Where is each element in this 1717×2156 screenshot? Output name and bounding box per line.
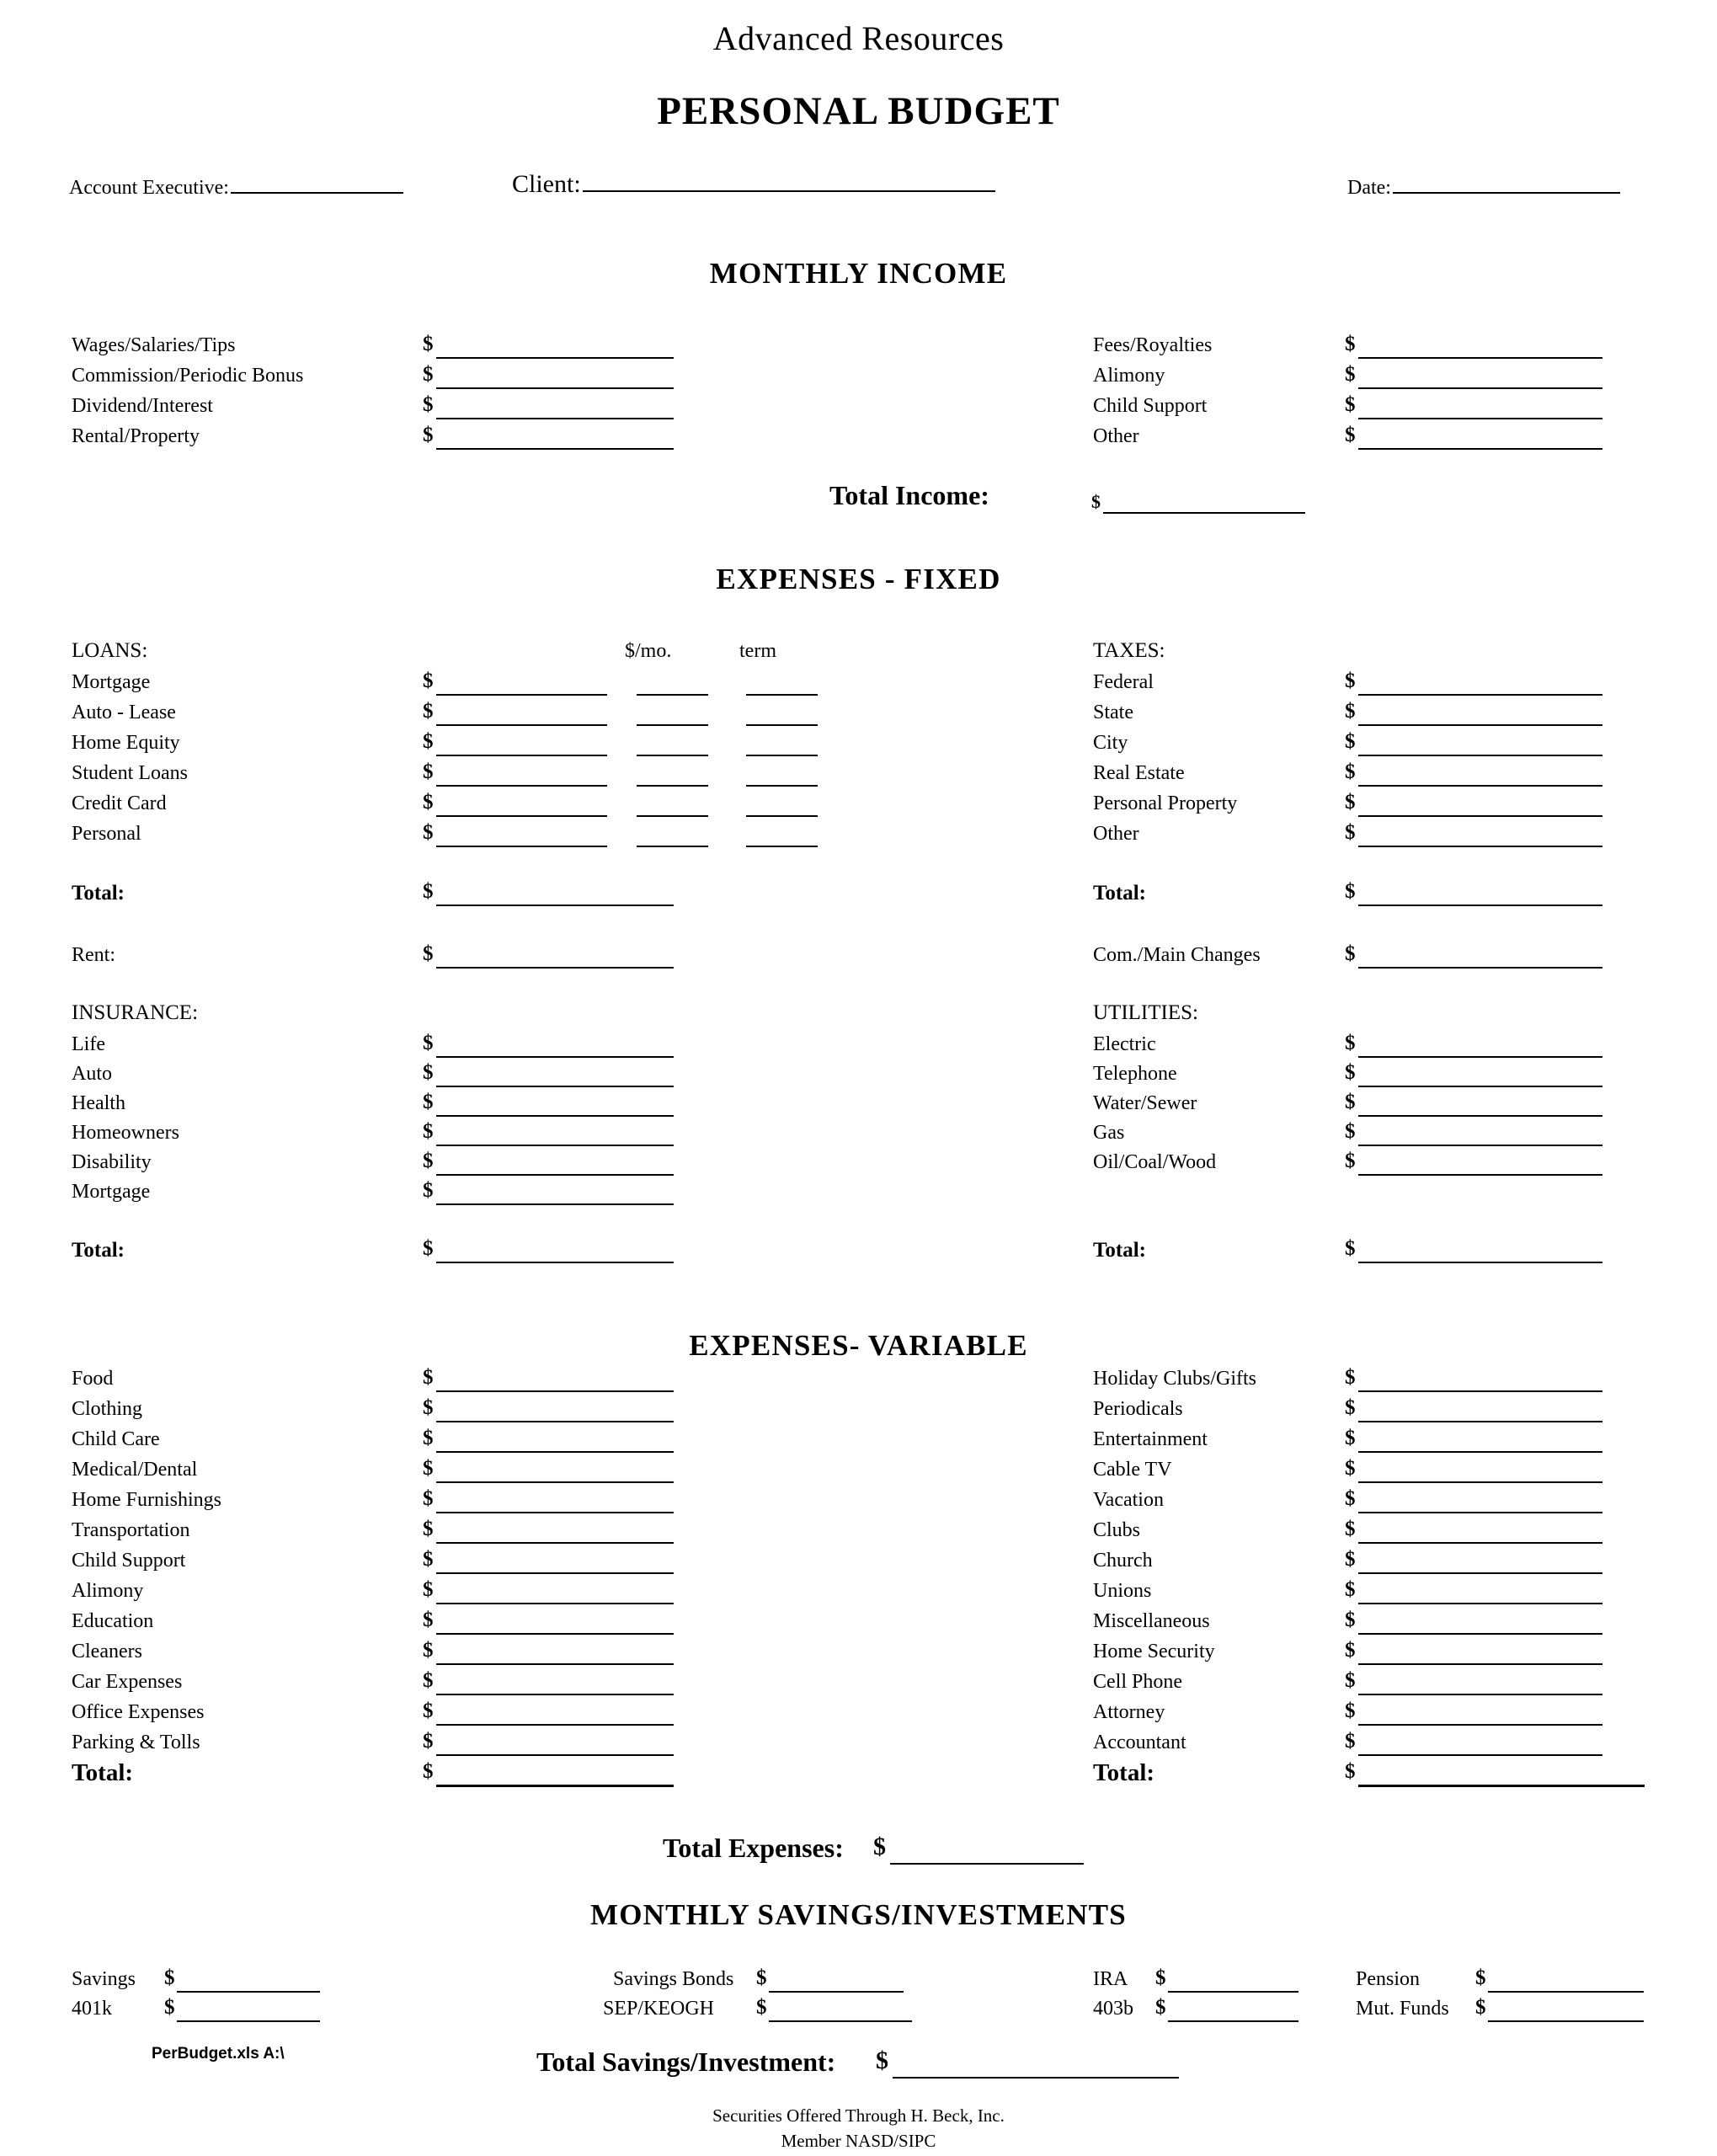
savings-input-rule[interactable]: [769, 1991, 904, 1993]
income-right-input-rule[interactable]: [1358, 357, 1602, 359]
currency-symbol: $: [1345, 1669, 1356, 1692]
tax-item-label: Personal Property: [1093, 792, 1238, 814]
variable-right-input-rule[interactable]: [1358, 1481, 1602, 1483]
income-right-input-rule[interactable]: [1358, 387, 1602, 389]
savings-input-rule[interactable]: [769, 2020, 912, 2022]
currency-symbol: $: [1345, 1760, 1356, 1783]
currency-symbol: $: [423, 1457, 434, 1480]
income-left-label: Wages/Salaries/Tips: [72, 334, 236, 356]
column-header-term: term: [739, 640, 776, 662]
insurance-total-label: Total:: [72, 1239, 125, 1262]
rent-input-rule[interactable]: [436, 967, 674, 969]
currency-symbol: $: [164, 1996, 175, 2019]
date-field[interactable]: [1347, 177, 1620, 200]
savings-input-rule[interactable]: [1168, 2020, 1298, 2022]
variable-left-input-rule[interactable]: [436, 1421, 674, 1422]
client-field[interactable]: [512, 170, 995, 199]
income-left-input-rule[interactable]: [436, 418, 674, 419]
organization-name: Advanced Resources: [712, 19, 1005, 57]
currency-symbol: $: [423, 760, 434, 783]
utility-item-label: Oil/Coal/Wood: [1093, 1151, 1217, 1173]
com-main-changes-input-rule[interactable]: [1358, 967, 1602, 969]
variable-left-input-rule[interactable]: [436, 1694, 674, 1695]
currency-symbol: $: [423, 1032, 434, 1054]
utility-input-rule[interactable]: [1358, 1086, 1602, 1087]
currency-symbol: $: [423, 700, 434, 723]
loans-total-input-rule[interactable]: [436, 905, 674, 906]
currency-symbol: $: [873, 1833, 886, 1860]
utilities-total-input-rule[interactable]: [1358, 1262, 1602, 1263]
currency-symbol: $: [423, 821, 434, 844]
insurance-item-label: Homeowners: [72, 1122, 179, 1144]
income-left-input-rule[interactable]: [436, 357, 674, 359]
currency-symbol: $: [1345, 1548, 1356, 1571]
currency-symbol: $: [1345, 1120, 1356, 1143]
utility-item-label: Electric: [1093, 1033, 1156, 1055]
loan-amount-input-rule[interactable]: [436, 846, 607, 847]
currency-symbol: $: [423, 1578, 434, 1601]
currency-symbol: $: [423, 1518, 434, 1540]
currency-symbol: $: [1345, 393, 1356, 416]
variable-left-label: Car Expenses: [72, 1671, 183, 1693]
taxes-total-label: Total:: [1093, 882, 1146, 905]
currency-symbol: $: [1091, 491, 1101, 512]
variable-left-label: Child Care: [72, 1428, 160, 1450]
currency-symbol: $: [423, 1150, 434, 1172]
currency-symbol: $: [423, 1760, 434, 1783]
variable-left-label: Office Expenses: [72, 1701, 205, 1723]
currency-symbol: $: [1345, 942, 1356, 965]
currency-symbol: $: [423, 1237, 434, 1260]
loan-item-label: Auto - Lease: [72, 702, 176, 723]
savings-label: Savings: [72, 1968, 136, 1990]
currency-symbol: $: [423, 363, 434, 386]
currency-symbol: $: [423, 880, 434, 903]
variable-left-total-label: Total:: [72, 1759, 134, 1786]
currency-symbol: $: [423, 1548, 434, 1571]
disclaimer-line-2: Member NASD/SIPC: [781, 2131, 936, 2151]
rent-label: Rent:: [72, 944, 115, 966]
utility-input-rule[interactable]: [1358, 1174, 1602, 1176]
loan-amount-input-rule[interactable]: [436, 724, 607, 726]
currency-symbol: $: [423, 1609, 434, 1631]
currency-symbol: $: [1345, 760, 1356, 783]
variable-left-label: Alimony: [72, 1580, 144, 1602]
currency-symbol: $: [423, 1427, 434, 1449]
income-left-label: Rental/Property: [72, 425, 200, 447]
currency-symbol: $: [876, 2047, 888, 2074]
income-left-label: Commission/Periodic Bonus: [72, 365, 304, 387]
monthly-savings-heading: MONTHLY SAVINGS/INVESTMENTS: [590, 1898, 1127, 1931]
variable-left-label: Cleaners: [72, 1641, 142, 1662]
variable-right-input-rule[interactable]: [1358, 1451, 1602, 1453]
insurance-input-rule[interactable]: [436, 1086, 674, 1087]
tax-item-label: City: [1093, 732, 1128, 754]
insurance-input-rule[interactable]: [436, 1145, 674, 1146]
savings-label: IRA: [1093, 1968, 1128, 1990]
insurance-item-label: Health: [72, 1092, 125, 1114]
variable-left-label: Food: [72, 1368, 114, 1390]
tax-item-label: Federal: [1093, 671, 1154, 693]
loan-permonth-input-rule[interactable]: [637, 724, 708, 726]
savings-input-rule[interactable]: [1488, 2020, 1644, 2022]
variable-left-input-rule[interactable]: [436, 1754, 674, 1756]
income-left-label: Dividend/Interest: [72, 395, 213, 417]
utilities-section-label: UTILITIES:: [1093, 1001, 1198, 1024]
variable-right-input-rule[interactable]: [1358, 1390, 1602, 1392]
currency-symbol: $: [423, 1487, 434, 1510]
variable-left-label: Parking & Tolls: [72, 1732, 200, 1753]
loan-item-label: Credit Card: [72, 792, 167, 814]
loan-item-label: Mortgage: [72, 671, 151, 693]
savings-label: SEP/KEOGH: [603, 1998, 715, 2020]
expenses-variable-heading: EXPENSES- VARIABLE: [689, 1329, 1028, 1362]
taxes-total-input-rule[interactable]: [1358, 905, 1602, 906]
variable-right-input-rule[interactable]: [1358, 1542, 1602, 1544]
currency-symbol: $: [1345, 821, 1356, 844]
currency-symbol: $: [423, 791, 434, 814]
currency-symbol: $: [1345, 1061, 1356, 1084]
currency-symbol: $: [1345, 1150, 1356, 1172]
currency-symbol: $: [1475, 1996, 1486, 2019]
loans-section-label: LOANS:: [72, 639, 148, 662]
date-input-rule[interactable]: [1393, 191, 1620, 194]
tax-input-rule[interactable]: [1358, 724, 1602, 726]
utility-input-rule[interactable]: [1358, 1145, 1602, 1146]
utility-item-label: Gas: [1093, 1122, 1125, 1144]
variable-right-input-rule[interactable]: [1358, 1572, 1602, 1574]
account-executive-label: Account Executive:: [69, 177, 229, 199]
currency-symbol: $: [1345, 424, 1356, 446]
insurance-item-label: Auto: [72, 1063, 112, 1085]
currency-symbol: $: [1155, 1996, 1166, 2019]
savings-input-rule[interactable]: [177, 2020, 320, 2022]
disclaimer-line-1: Securities Offered Through H. Beck, Inc.: [712, 2105, 1005, 2126]
variable-left-input-rule[interactable]: [436, 1603, 674, 1604]
savings-input-rule[interactable]: [1168, 1991, 1298, 1993]
utility-item-label: Water/Sewer: [1093, 1092, 1197, 1114]
insurance-item-label: Mortgage: [72, 1181, 151, 1203]
variable-right-label: Holiday Clubs/Gifts: [1093, 1368, 1257, 1390]
currency-symbol: $: [423, 1396, 434, 1419]
currency-symbol: $: [1155, 1967, 1166, 1989]
currency-symbol: $: [423, 1091, 434, 1113]
currency-symbol: $: [1345, 1237, 1356, 1260]
variable-right-label: Vacation: [1093, 1489, 1164, 1511]
variable-right-label: Church: [1093, 1550, 1153, 1572]
currency-symbol: $: [423, 1700, 434, 1722]
currency-symbol: $: [423, 1120, 434, 1143]
income-right-input-rule[interactable]: [1358, 448, 1602, 450]
page-title: PERSONAL BUDGET: [657, 89, 1060, 133]
currency-symbol: $: [1345, 1518, 1356, 1540]
account-executive-input-rule[interactable]: [231, 191, 403, 194]
variable-left-label: Medical/Dental: [72, 1459, 198, 1481]
loan-term-input-rule[interactable]: [746, 755, 818, 756]
variable-right-input-rule[interactable]: [1358, 1512, 1602, 1513]
currency-symbol: $: [1345, 700, 1356, 723]
variable-left-input-rule[interactable]: [436, 1572, 674, 1574]
utility-input-rule[interactable]: [1358, 1056, 1602, 1058]
variable-left-label: Child Support: [72, 1550, 186, 1572]
loan-permonth-input-rule[interactable]: [637, 815, 708, 817]
tax-item-label: Other: [1093, 823, 1139, 845]
income-right-label: Fees/Royalties: [1093, 334, 1213, 356]
variable-right-input-rule[interactable]: [1358, 1694, 1602, 1695]
loan-term-input-rule[interactable]: [746, 724, 818, 726]
currency-symbol: $: [1475, 1967, 1486, 1989]
currency-symbol: $: [1345, 1366, 1356, 1389]
variable-left-input-rule[interactable]: [436, 1724, 674, 1726]
com-main-changes-label: Com./Main Changes: [1093, 944, 1261, 966]
loan-permonth-input-rule[interactable]: [637, 694, 708, 696]
insurance-item-label: Disability: [72, 1151, 152, 1173]
savings-input-rule[interactable]: [177, 1991, 320, 1993]
tax-input-rule[interactable]: [1358, 755, 1602, 756]
currency-symbol: $: [423, 1669, 434, 1692]
tax-item-label: State: [1093, 702, 1133, 723]
income-right-label: Alimony: [1093, 365, 1165, 387]
insurance-input-rule[interactable]: [436, 1203, 674, 1205]
utility-item-label: Telephone: [1093, 1063, 1177, 1085]
variable-right-input-rule[interactable]: [1358, 1421, 1602, 1422]
total-expenses-label: Total Expenses:: [663, 1833, 844, 1863]
savings-label: Pension: [1356, 1968, 1421, 1990]
variable-left-label: Transportation: [72, 1519, 190, 1541]
tax-input-rule[interactable]: [1358, 785, 1602, 787]
loan-term-input-rule[interactable]: [746, 785, 818, 787]
client-input-rule[interactable]: [583, 189, 995, 192]
insurance-input-rule[interactable]: [436, 1115, 674, 1117]
savings-input-rule[interactable]: [1488, 1991, 1644, 1993]
currency-symbol: $: [423, 393, 434, 416]
column-header-per-month: $/mo.: [625, 640, 672, 662]
variable-right-label: Miscellaneous: [1093, 1610, 1210, 1632]
account-executive-field[interactable]: [69, 177, 403, 200]
monthly-income-heading: MONTHLY INCOME: [709, 257, 1008, 290]
currency-symbol: $: [423, 730, 434, 753]
loan-term-input-rule[interactable]: [746, 694, 818, 696]
total-income-label: Total Income:: [829, 480, 989, 510]
currency-symbol: $: [423, 1366, 434, 1389]
currency-symbol: $: [1345, 1578, 1356, 1601]
loan-amount-input-rule[interactable]: [436, 694, 607, 696]
variable-right-label: Accountant: [1093, 1732, 1186, 1753]
variable-right-total-input-rule[interactable]: [1358, 1785, 1645, 1787]
variable-right-label: Cable TV: [1093, 1459, 1172, 1481]
loans-total-label: Total:: [72, 882, 125, 905]
variable-left-input-rule[interactable]: [436, 1390, 674, 1392]
variable-right-label: Periodicals: [1093, 1398, 1183, 1420]
insurance-total-input-rule[interactable]: [436, 1262, 674, 1263]
currency-symbol: $: [1345, 791, 1356, 814]
currency-symbol: $: [1345, 1396, 1356, 1419]
currency-symbol: $: [423, 424, 434, 446]
loan-permonth-input-rule[interactable]: [637, 846, 708, 847]
tax-input-rule[interactable]: [1358, 846, 1602, 847]
insurance-section-label: INSURANCE:: [72, 1001, 199, 1024]
loan-item-label: Student Loans: [72, 762, 188, 784]
currency-symbol: $: [756, 1996, 767, 2019]
tax-item-label: Real Estate: [1093, 762, 1185, 784]
tax-input-rule[interactable]: [1358, 694, 1602, 696]
variable-left-input-rule[interactable]: [436, 1663, 674, 1665]
currency-symbol: $: [1345, 1730, 1356, 1753]
currency-symbol: $: [423, 1730, 434, 1753]
variable-right-label: Clubs: [1093, 1519, 1141, 1541]
currency-symbol: $: [1345, 1091, 1356, 1113]
total-expenses-input-rule[interactable]: [890, 1863, 1084, 1865]
client-label: Client:: [512, 170, 581, 198]
tax-input-rule[interactable]: [1358, 815, 1602, 817]
variable-right-total-label: Total:: [1093, 1759, 1155, 1786]
loan-amount-input-rule[interactable]: [436, 755, 607, 756]
savings-label: 403b: [1093, 1998, 1133, 2020]
loan-item-label: Home Equity: [72, 732, 180, 754]
income-left-input-rule[interactable]: [436, 387, 674, 389]
loan-term-input-rule[interactable]: [746, 846, 818, 847]
currency-symbol: $: [423, 1639, 434, 1662]
income-right-label: Child Support: [1093, 395, 1208, 417]
variable-left-input-rule[interactable]: [436, 1512, 674, 1513]
currency-symbol: $: [1345, 363, 1356, 386]
variable-right-input-rule[interactable]: [1358, 1724, 1602, 1726]
loan-permonth-input-rule[interactable]: [637, 785, 708, 787]
variable-left-input-rule[interactable]: [436, 1451, 674, 1453]
currency-symbol: $: [1345, 1427, 1356, 1449]
loan-item-label: Personal: [72, 823, 141, 845]
currency-symbol: $: [423, 1179, 434, 1202]
currency-symbol: $: [1345, 670, 1356, 692]
variable-left-label: Home Furnishings: [72, 1489, 222, 1511]
total-income-input-rule[interactable]: [1103, 512, 1305, 514]
income-right-input-rule[interactable]: [1358, 418, 1602, 419]
utility-input-rule[interactable]: [1358, 1115, 1602, 1117]
utilities-total-label: Total:: [1093, 1239, 1146, 1262]
variable-right-label: Entertainment: [1093, 1428, 1208, 1450]
variable-right-input-rule[interactable]: [1358, 1603, 1602, 1604]
currency-symbol: $: [1345, 1700, 1356, 1722]
savings-label: 401k: [72, 1998, 112, 2020]
loan-amount-input-rule[interactable]: [436, 815, 607, 817]
income-left-input-rule[interactable]: [436, 448, 674, 450]
insurance-input-rule[interactable]: [436, 1174, 674, 1176]
currency-symbol: $: [423, 333, 434, 355]
insurance-item-label: Life: [72, 1033, 105, 1055]
total-savings-input-rule[interactable]: [893, 2077, 1179, 2079]
currency-symbol: $: [1345, 880, 1356, 903]
loan-term-input-rule[interactable]: [746, 815, 818, 817]
variable-left-input-rule[interactable]: [436, 1633, 674, 1635]
currency-symbol: $: [1345, 1487, 1356, 1510]
currency-symbol: $: [1345, 1032, 1356, 1054]
file-tag: PerBudget.xls A:\: [152, 2045, 285, 2063]
variable-left-input-rule[interactable]: [436, 1542, 674, 1544]
currency-symbol: $: [423, 670, 434, 692]
date-label: Date:: [1347, 177, 1391, 199]
currency-symbol: $: [756, 1967, 767, 1989]
currency-symbol: $: [423, 1061, 434, 1084]
expenses-fixed-heading: EXPENSES - FIXED: [716, 563, 1001, 595]
variable-right-input-rule[interactable]: [1358, 1663, 1602, 1665]
variable-right-input-rule[interactable]: [1358, 1754, 1602, 1756]
currency-symbol: $: [164, 1967, 175, 1989]
currency-symbol: $: [423, 942, 434, 965]
savings-label: Savings Bonds: [613, 1968, 734, 1990]
currency-symbol: $: [1345, 1639, 1356, 1662]
income-right-label: Other: [1093, 425, 1139, 447]
variable-right-label: Cell Phone: [1093, 1671, 1182, 1693]
variable-left-label: Clothing: [72, 1398, 143, 1420]
loan-amount-input-rule[interactable]: [436, 785, 607, 787]
currency-symbol: $: [1345, 1609, 1356, 1631]
variable-right-label: Home Security: [1093, 1641, 1215, 1662]
variable-right-label: Unions: [1093, 1580, 1152, 1602]
variable-left-input-rule[interactable]: [436, 1481, 674, 1483]
taxes-section-label: TAXES:: [1093, 639, 1165, 662]
variable-left-total-input-rule[interactable]: [436, 1785, 674, 1787]
variable-right-label: Attorney: [1093, 1701, 1165, 1723]
variable-right-input-rule[interactable]: [1358, 1633, 1602, 1635]
currency-symbol: $: [1345, 1457, 1356, 1480]
loan-permonth-input-rule[interactable]: [637, 755, 708, 756]
currency-symbol: $: [1345, 730, 1356, 753]
variable-left-label: Education: [72, 1610, 154, 1632]
currency-symbol: $: [1345, 333, 1356, 355]
savings-label: Mut. Funds: [1356, 1998, 1449, 2020]
total-savings-label: Total Savings/Investment:: [536, 2047, 836, 2077]
insurance-input-rule[interactable]: [436, 1056, 674, 1058]
